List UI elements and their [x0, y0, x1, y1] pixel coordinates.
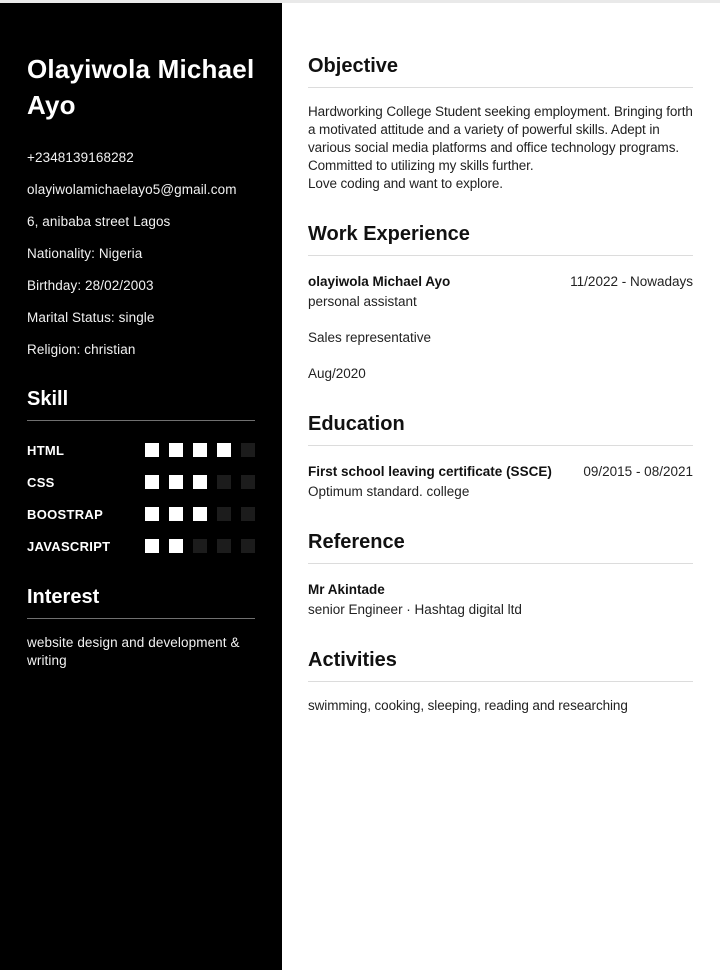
skill-square-empty-icon — [241, 539, 255, 553]
skill-row — [27, 466, 255, 498]
skill-square-filled-icon — [145, 443, 159, 457]
reference-name: Mr Akintade — [308, 582, 385, 597]
skill-square-empty-icon — [241, 507, 255, 521]
skill-square-filled-icon — [169, 475, 183, 489]
reference-entry — [308, 581, 693, 619]
skill-square-filled-icon — [145, 475, 159, 489]
skill-square-empty-icon — [217, 507, 231, 521]
skill-square-empty-icon — [217, 539, 231, 553]
skill-square-filled-icon — [217, 443, 231, 457]
activities-heading: Activities — [308, 649, 693, 682]
contact-item: 6, anibaba street Lagos — [27, 214, 171, 229]
skill-rating — [135, 507, 255, 521]
contact-item: olayiwolamichaelayo5@gmail.com — [27, 182, 237, 197]
skill-square-filled-icon — [193, 443, 207, 457]
contact-item: Nationality: Nigeria — [27, 246, 143, 261]
person-name: Olayiwola Michael Ayo — [27, 54, 255, 120]
interest-text: website design and development & writing — [27, 635, 240, 668]
skill-row — [27, 434, 255, 466]
section-work-experience — [308, 223, 693, 383]
skill-label: BOOSTRAP — [27, 506, 104, 522]
skill-square-filled-icon — [193, 507, 207, 521]
objective-paragraph-2: Love coding and want to explore. — [308, 176, 503, 191]
resume-main — [282, 3, 720, 970]
section-objective — [308, 55, 693, 193]
skill-square-filled-icon — [193, 475, 207, 489]
education-entry — [308, 463, 693, 501]
objective-heading: Objective — [308, 55, 693, 88]
skill-square-filled-icon — [145, 539, 159, 553]
contact-item: Birthday: 28/02/2003 — [27, 278, 154, 293]
skill-list — [27, 434, 255, 562]
education-entry-title: First school leaving certificate (SSCE) — [308, 464, 552, 479]
contact-item: Marital Status: single — [27, 310, 155, 325]
work-entry-row — [308, 273, 693, 291]
reference-heading: Reference — [308, 531, 693, 564]
education-entry-subtitle: Optimum standard. college — [308, 484, 470, 499]
objective-paragraph: Hardworking College Student seeking employment. Bringing forth a motivated attitude and a variety of powerful skills. Adept in various social media platforms and office technology programs. Committed to utilizing my skills further. — [308, 104, 693, 173]
skill-square-empty-icon — [193, 539, 207, 553]
activities-text: swimming, cooking, sleeping, reading and researching — [308, 698, 628, 713]
education-entry-row — [308, 463, 693, 481]
skill-square-empty-icon — [241, 443, 255, 457]
section-activities — [308, 649, 693, 715]
contact-item: +2348139168282 — [27, 150, 134, 165]
contact-item: Religion: christian — [27, 342, 136, 357]
interest-section-heading: Interest — [27, 586, 255, 619]
skill-label: HTML — [27, 442, 65, 458]
work-entry — [308, 273, 693, 383]
skill-row — [27, 530, 255, 562]
reference-detail: senior Engineer · Hashtag digital ltd — [308, 602, 522, 617]
work-entry-subtitle: personal assistant — [308, 294, 417, 309]
skill-square-filled-icon — [169, 539, 183, 553]
skill-label: CSS — [27, 474, 55, 490]
section-education — [308, 413, 693, 501]
skill-section-heading: Skill — [27, 388, 255, 421]
skill-label: JAVASCRIPT — [27, 538, 111, 554]
work-entry-title: olayiwola Michael Ayo — [308, 274, 451, 289]
section-reference — [308, 531, 693, 619]
skill-square-filled-icon — [169, 443, 183, 457]
work-entry-line: Sales representative — [308, 330, 432, 345]
work-entry-line: Aug/2020 — [308, 366, 366, 381]
skill-rating — [135, 475, 255, 489]
skill-square-filled-icon — [145, 507, 159, 521]
work-entry-date: 11/2022 - Nowadays — [570, 274, 693, 289]
skill-square-empty-icon — [217, 475, 231, 489]
skill-square-filled-icon — [169, 507, 183, 521]
education-heading: Education — [308, 413, 693, 446]
skill-rating — [135, 443, 255, 457]
work-heading: Work Experience — [308, 223, 693, 256]
skill-rating — [135, 539, 255, 553]
contact-list — [27, 151, 255, 357]
sidebar — [0, 3, 282, 970]
education-entry-date: 09/2015 - 08/2021 — [583, 464, 693, 479]
skill-square-empty-icon — [241, 475, 255, 489]
skill-row — [27, 498, 255, 530]
